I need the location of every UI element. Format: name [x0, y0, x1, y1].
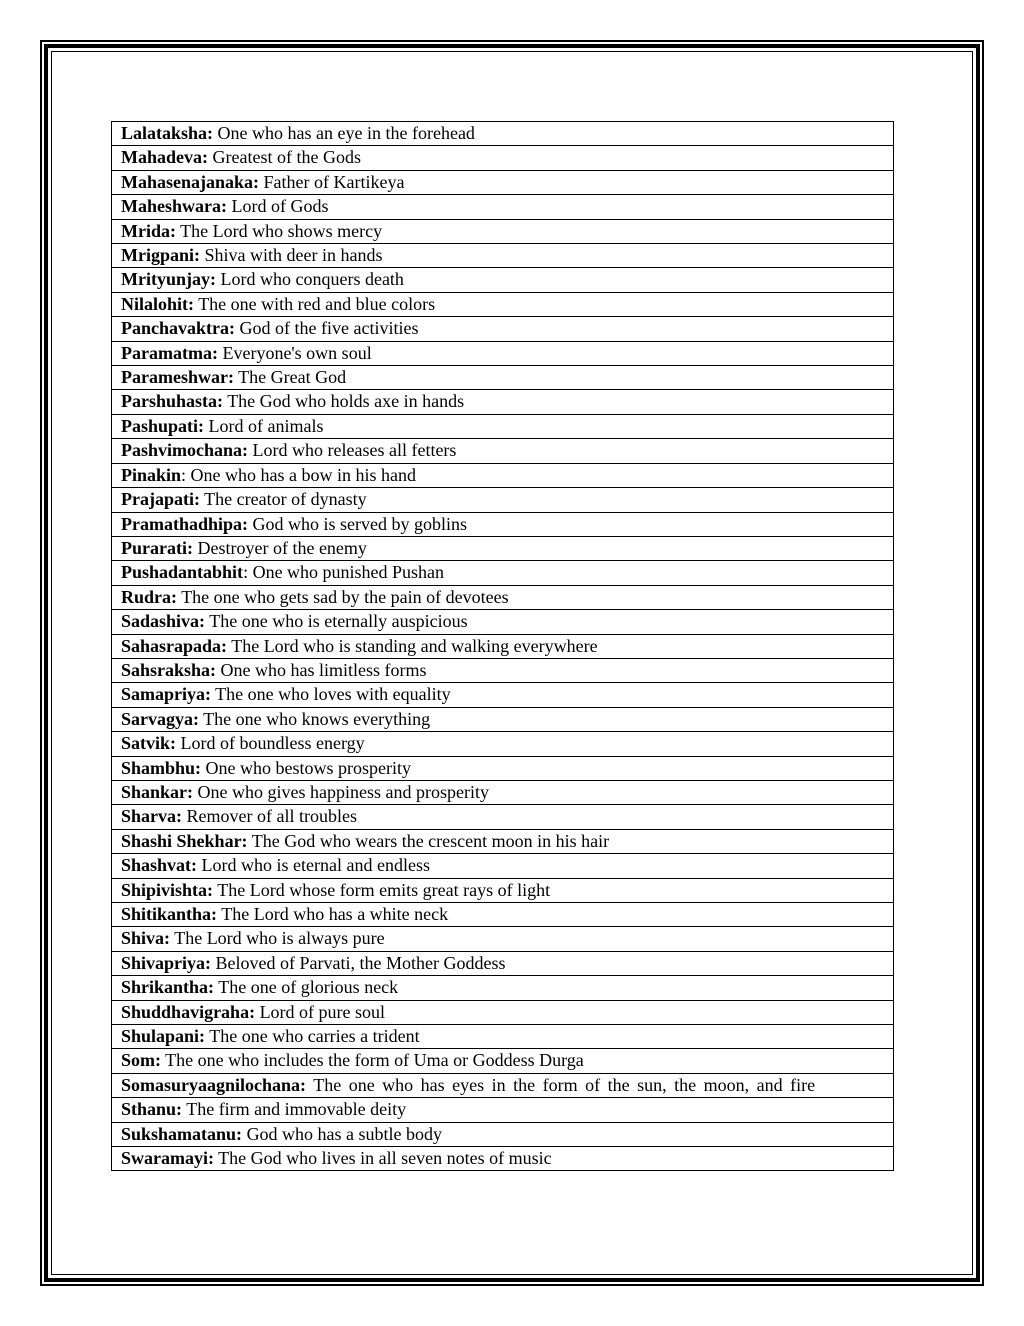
entry-cell [112, 780, 894, 804]
table-row [112, 683, 894, 707]
entry-definition: The God who wears the crescent moon in his hair [247, 830, 610, 851]
entry-term: Swaramayi: [121, 1148, 214, 1169]
entry-term: Parshuhasta: [121, 391, 224, 412]
table-row [112, 780, 894, 804]
table-row [112, 1025, 894, 1049]
entry-cell [112, 805, 894, 829]
entry-term: Samapriya: [121, 684, 211, 705]
entry-definition: God who has a subtle body [242, 1123, 443, 1144]
entry-definition: Lord who is eternal and endless [197, 855, 430, 876]
entry-definition: : One who punished Pushan [243, 562, 445, 583]
table-row [112, 463, 894, 487]
table-row [112, 878, 894, 902]
entry-definition: The Lord who has a white neck [217, 904, 449, 924]
entry-term: Sadashiva: [121, 611, 206, 632]
entry-cell [112, 683, 894, 707]
table-row [112, 1049, 894, 1073]
entry-cell [112, 634, 894, 658]
table-row [112, 146, 894, 170]
entry-definition: The one who gets sad by the pain of devotees [177, 586, 509, 607]
entry-definition: The creator of dynasty [199, 489, 367, 510]
table-row [112, 244, 894, 268]
entry-cell [112, 195, 894, 219]
table-row [112, 976, 894, 1000]
entry-term: Maheshwara: [121, 196, 227, 217]
entry-cell [112, 585, 894, 609]
entry-term: Nilalohit: [121, 293, 195, 314]
table-row [112, 927, 894, 951]
entry-definition: Lord of boundless energy [176, 733, 365, 754]
entry-term: Mrityunjay: [121, 269, 216, 290]
table-row [112, 1122, 894, 1146]
entry-cell [112, 219, 894, 243]
entry-cell [112, 561, 894, 585]
entry-term: Pinakin [121, 464, 182, 485]
table-row [112, 610, 894, 634]
entry-cell [112, 390, 894, 414]
entry-definition: The Lord who shows mercy [175, 220, 383, 241]
table-row [112, 292, 894, 316]
table-row [112, 488, 894, 512]
table-row [112, 658, 894, 682]
entry-definition: The one who carries a trident [205, 1026, 420, 1047]
table-row [112, 439, 894, 463]
entry-definition: God of the five activities [235, 318, 419, 339]
entry-definition: One who bestows prosperity [201, 757, 412, 778]
entry-definition: Everyone's own soul [217, 342, 372, 363]
entry-term: Shipivishta: [121, 879, 214, 900]
entry-cell [112, 292, 894, 316]
entry-definition: Shiva with deer in hands [200, 245, 383, 266]
entry-term: Shashi Shekhar: [121, 830, 248, 851]
entry-definition: One who gives happiness and prosperity [193, 781, 489, 802]
table-row [112, 1073, 894, 1097]
entry-term: Shiva: [121, 928, 171, 949]
table-row [112, 585, 894, 609]
entry-term: Pushadantabhit [121, 562, 244, 583]
entry-cell [112, 536, 894, 560]
table-row [112, 707, 894, 731]
entry-definition: Beloved of Parvati, the Mother Goddess [211, 952, 506, 973]
entry-definition: Father of Kartikeya [259, 171, 405, 192]
entry-cell [112, 244, 894, 268]
entry-definition: Lord of Gods [227, 196, 329, 217]
entry-term: Sarvagya: [121, 708, 199, 729]
entry-definition: The one who includes the form of Uma or Goddess Durga [161, 1050, 584, 1071]
table-row [112, 634, 894, 658]
table-row [112, 512, 894, 536]
entry-term: Pashvimochana: [121, 440, 249, 461]
entry-cell [112, 1025, 894, 1049]
entry-term: Purarati: [121, 537, 193, 558]
entry-definition: The Lord whose form emits great rays of light [213, 879, 551, 900]
entry-definition: Greatest of the Gods [208, 147, 361, 168]
table-row [112, 854, 894, 878]
entry-term: Shashvat: [121, 855, 198, 876]
entry-definition: God who is served by goblins [248, 513, 468, 534]
entry-definition: One who has an eye in the forehead [213, 123, 475, 143]
entry-term: Shankar: [121, 781, 194, 802]
entry-term: Rudra: [121, 586, 178, 607]
entry-term: Shulapani: [121, 1026, 206, 1047]
entry-term: Lalataksha: [121, 123, 214, 143]
table-row [112, 829, 894, 853]
entry-cell [112, 1000, 894, 1024]
entry-cell [112, 658, 894, 682]
entry-term: Parameshwar: [121, 367, 234, 388]
entry-definition: Lord of pure soul [255, 1001, 386, 1022]
entry-cell [112, 903, 894, 927]
table-row [112, 317, 894, 341]
entry-definition: The one who loves with equality [211, 684, 451, 705]
entry-cell [112, 268, 894, 292]
table-row [112, 170, 894, 194]
entry-definition: One who has limitless forms [216, 659, 427, 680]
entry-definition: The one of glorious neck [214, 977, 399, 998]
table-row [112, 1000, 894, 1024]
entry-term: Pashupati: [121, 415, 205, 436]
table-row [112, 366, 894, 390]
entry-term: Mrigpani: [121, 245, 200, 266]
entry-term: Panchavaktra: [121, 318, 235, 339]
entry-term: Paramatma: [121, 342, 218, 363]
entry-cell [112, 488, 894, 512]
entry-definition: The Lord who is standing and walking everywhere [227, 635, 598, 656]
entry-definition: The Lord who is always pure [170, 928, 385, 949]
entry-cell [112, 170, 894, 194]
entry-term: Sthanu: [121, 1099, 183, 1120]
table-row [112, 536, 894, 560]
entry-cell [112, 829, 894, 853]
entry-definition: The one who is eternally auspicious [205, 611, 468, 632]
table-row [112, 219, 894, 243]
entry-definition: The one with red and blue colors [194, 293, 436, 314]
entry-cell [112, 439, 894, 463]
entry-term: Mahasenajanaka: [121, 171, 260, 192]
table-row [112, 732, 894, 756]
entry-term: Sharva: [121, 806, 183, 827]
entry-cell [112, 1122, 894, 1146]
names-table [111, 121, 894, 1171]
entry-term: Shivapriya: [121, 952, 212, 973]
table-row [112, 341, 894, 365]
table-row [112, 903, 894, 927]
entry-term: Shrikantha: [121, 977, 215, 998]
entry-term: Prajapati: [121, 489, 200, 510]
entry-cell [112, 951, 894, 975]
entry-definition: : One who has a bow in his hand [181, 464, 416, 485]
entry-definition: The one who has eyes in the form of the sun, the moon, and fire [306, 1074, 816, 1095]
entry-cell [112, 1049, 894, 1073]
entry-term: Pramathadhipa: [121, 513, 249, 534]
entry-cell [112, 1147, 894, 1171]
table-row [112, 414, 894, 438]
entry-cell [112, 610, 894, 634]
entry-cell [112, 1073, 894, 1097]
entry-cell [112, 756, 894, 780]
entry-term: Som: [121, 1050, 161, 1071]
table-row [112, 268, 894, 292]
entry-term: Sahasrapada: [121, 635, 228, 656]
table-row [112, 805, 894, 829]
entry-cell [112, 341, 894, 365]
entry-definition: Destroyer of the enemy [192, 537, 367, 558]
entry-term: Sahsraksha: [121, 659, 217, 680]
entry-definition: The Great God [233, 367, 347, 388]
entry-cell [112, 463, 894, 487]
table-row [112, 951, 894, 975]
entry-cell [112, 732, 894, 756]
entry-cell [112, 122, 894, 146]
entry-definition: The God who holds axe in hands [223, 391, 465, 412]
entry-cell [112, 878, 894, 902]
entry-cell [112, 976, 894, 1000]
entry-term: Mrida: [121, 220, 176, 241]
entry-cell [112, 854, 894, 878]
names-table-body [112, 122, 894, 1171]
entry-term: Shambhu: [121, 757, 202, 778]
table-row [112, 1098, 894, 1122]
table-row [112, 195, 894, 219]
entry-cell [112, 366, 894, 390]
entry-definition: The firm and immovable deity [182, 1099, 407, 1120]
entry-definition: Remover of all troubles [182, 806, 357, 827]
entry-definition: The one who knows everything [199, 708, 431, 729]
entry-cell [112, 927, 894, 951]
table-row [112, 390, 894, 414]
entry-definition: Lord who releases all fetters [248, 440, 457, 461]
entry-definition: Lord who conquers death [215, 269, 404, 290]
entry-cell [112, 512, 894, 536]
entry-term: Mahadeva: [121, 147, 208, 168]
entry-cell [112, 146, 894, 170]
entry-cell [112, 1098, 894, 1122]
entry-cell [112, 707, 894, 731]
table-row [112, 1147, 894, 1171]
table-row [112, 561, 894, 585]
entry-term: Shitikantha: [121, 904, 218, 924]
entry-definition: Lord of animals [204, 415, 324, 436]
entry-definition: The God who lives in all seven notes of music [214, 1148, 552, 1169]
entry-term: Shuddhavigraha: [121, 1001, 256, 1022]
entry-term: Somasuryaagnilochana: [121, 1074, 307, 1095]
table-row [112, 122, 894, 146]
entry-cell [112, 317, 894, 341]
entry-term: Satvik: [121, 733, 177, 754]
entry-term: Sukshamatanu: [121, 1123, 243, 1144]
entry-cell [112, 414, 894, 438]
table-row [112, 756, 894, 780]
